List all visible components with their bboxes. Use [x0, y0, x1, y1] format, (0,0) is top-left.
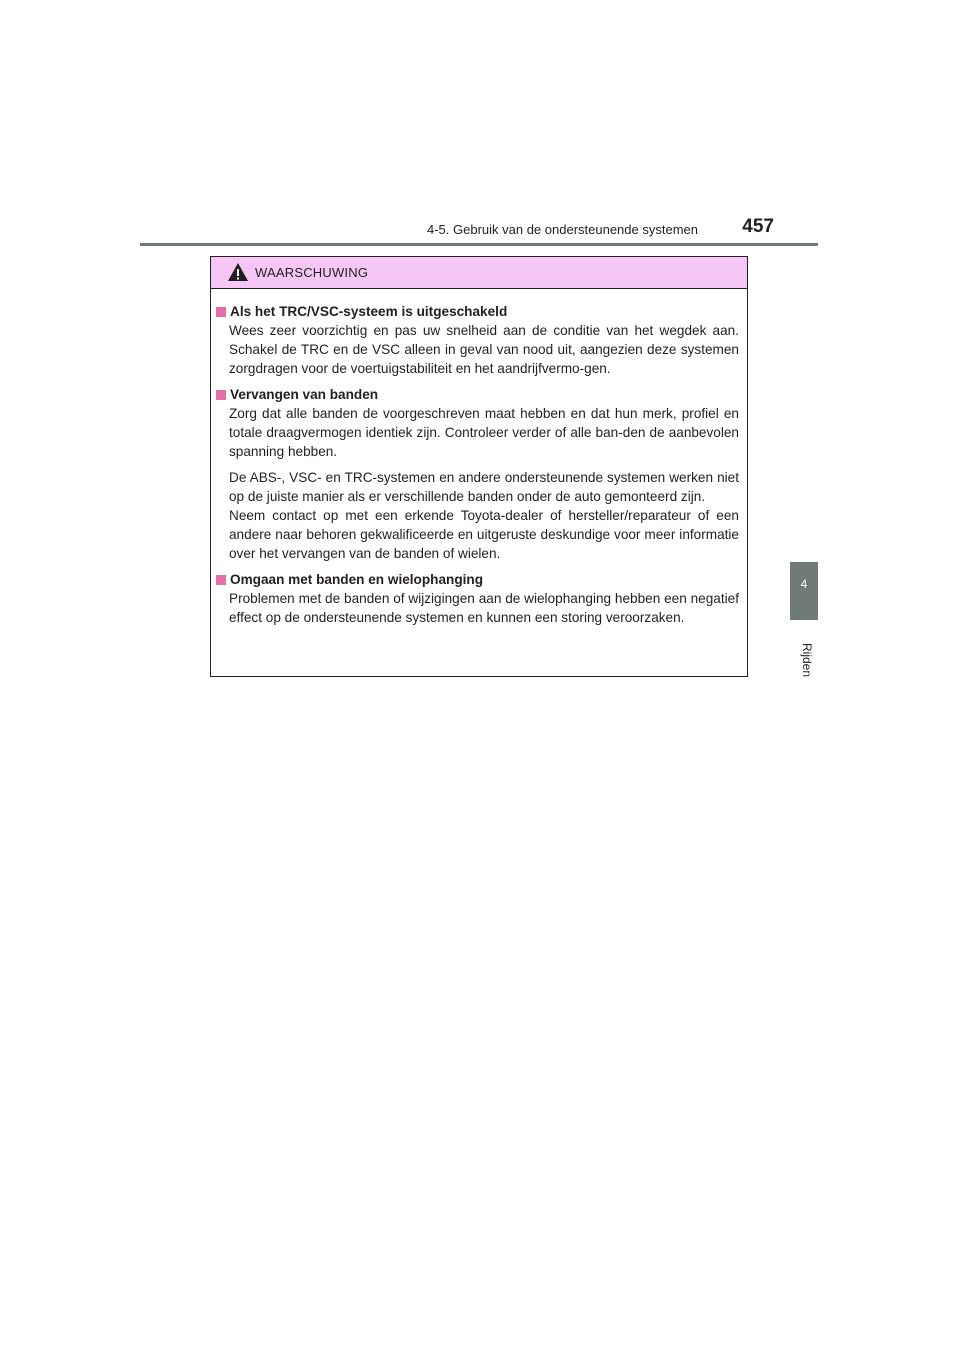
page-header: [140, 214, 818, 244]
item-paragraph: Zorg dat alle banden de voorgeschreven maat hebben en dat hun merk, profiel en totale draagvermogen identiek zijn. Controleer verder of alle ban-den de aanbevolen spanning hebben.: [229, 406, 739, 459]
chapter-number: 4: [800, 577, 808, 591]
warning-item: [216, 302, 739, 378]
warning-triangle-icon: [227, 262, 249, 282]
item-heading: Als het TRC/VSC-systeem is uitgeschakeld: [216, 302, 739, 321]
item-paragraph: De ABS-, VSC- en TRC-systemen en andere ondersteunende systemen werken niet op de juiste manier als er verschillende banden onder de auto gemonteerd zijn. Neem contact op met een erkende Toyota-dealer of hersteller/reparateur of een andere naar behoren gekwalificeerde en uitgeruste deskundige voor meer informatie over het vervangen van de banden of wielen.: [229, 470, 739, 561]
chapter-label: Rijden: [800, 642, 814, 678]
section-title: 4-5. Gebruik van de ondersteunende systemen: [426, 222, 698, 237]
warning-item: [216, 385, 739, 563]
warning-box: [210, 256, 748, 677]
warning-header: [211, 257, 747, 289]
item-heading: Omgaan met banden en wielophanging: [216, 570, 739, 589]
header-divider: [140, 243, 818, 246]
bullet-square-icon: [216, 390, 226, 400]
page-number: 457: [742, 216, 774, 237]
chapter-tab: [790, 562, 818, 620]
warning-item: [216, 570, 739, 627]
bullet-square-icon: [216, 307, 226, 317]
bullet-square-icon: [216, 575, 226, 585]
warning-title: WAARSCHUWING: [255, 265, 369, 280]
warning-body: [211, 289, 747, 627]
item-paragraph: Problemen met de banden of wijzigingen aan de wielophanging hebben een negatief effect op de ondersteunende systemen en kunnen een storing veroorzaken.: [229, 591, 739, 625]
item-heading: Vervangen van banden: [216, 385, 739, 404]
item-paragraph: Wees zeer voorzichtig en pas uw snelheid aan de conditie van het wegdek aan. Schakel de TRC en de VSC alleen in geval van nood uit, aangezien deze systemen zorgdragen voor de voertuigstabiliteit en het aandrijfvermo-gen.: [229, 323, 739, 376]
